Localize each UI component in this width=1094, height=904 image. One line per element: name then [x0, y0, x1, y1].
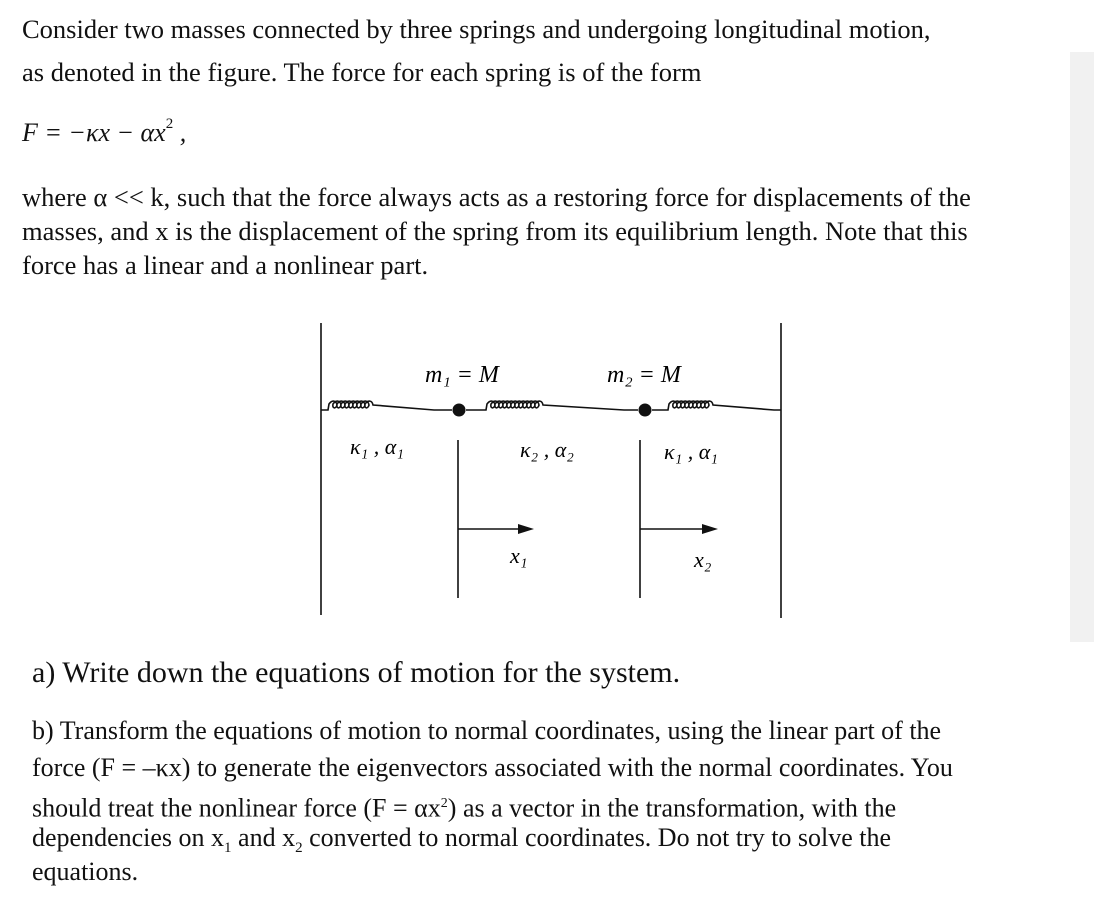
x1-arrow-head	[518, 524, 534, 534]
spring-1	[321, 401, 452, 410]
x2-arrow-head	[702, 524, 718, 534]
mass-2	[639, 404, 652, 417]
equation-exponent: 2	[165, 116, 174, 132]
x1-label: x₁	[510, 543, 528, 568]
b-line-4-sub-1: 1	[224, 840, 232, 857]
mass-1-label: m₁ = M	[425, 362, 499, 388]
spring-2	[466, 401, 638, 410]
b-line-4-post: converted to normal coordinates. Do not try to solve the	[302, 823, 892, 852]
intro-line-1: Consider two masses connected by three springs and undergoing longitudinal motion,	[22, 14, 931, 44]
b-line-4-mid: and x	[231, 823, 296, 852]
b-line-3-exponent: 2	[440, 796, 448, 811]
description-line-1: where α << k, such that the force always acts as a restoring force for displacements of the	[22, 182, 971, 212]
question-b-line-3	[32, 787, 896, 826]
b-line-3-post: ) as a vector in the transformation, with the	[447, 793, 897, 823]
question-a: a) Write down the equations of motion for the system.	[32, 656, 681, 689]
intro-line-2: as denoted in the figure. The force for each spring is of the form	[22, 57, 702, 87]
spring-mass-figure	[300, 315, 800, 625]
question-b-line-5: equations.	[32, 857, 139, 886]
equation-trail: ,	[173, 118, 187, 147]
force-equation	[22, 116, 186, 148]
spring-1-label: κ₁ , α₁	[350, 434, 404, 459]
description-line-2: masses, and x is the displacement of the spring from its equilibrium length. Note that this	[22, 216, 968, 246]
question-b-line-4	[32, 821, 891, 865]
b-line-3-pre: should treat the nonlinear force (F = αx	[32, 793, 441, 823]
description-line-3: force has a linear and a nonlinear part.	[22, 250, 429, 280]
question-b-line-1: b) Transform the equations of motion to normal coordinates, using the linear part of the	[32, 716, 942, 745]
spring-2-label: κ₂ , α₂	[520, 437, 574, 462]
mass-2-label: m₂ = M	[607, 362, 681, 388]
question-b-line-2: force (F = –κx) to generate the eigenvectors associated with the normal coordinates. You	[32, 753, 953, 782]
spring-3-label: κ₁ , α₁	[664, 439, 718, 464]
b-line-4-sub-2: 2	[295, 840, 303, 857]
b-line-4-pre: dependencies on x	[32, 823, 225, 852]
equation-lhs: F = −κx − αx	[22, 118, 166, 147]
spring-3	[652, 401, 781, 410]
mass-1	[453, 404, 466, 417]
x2-label: x₂	[694, 547, 712, 572]
